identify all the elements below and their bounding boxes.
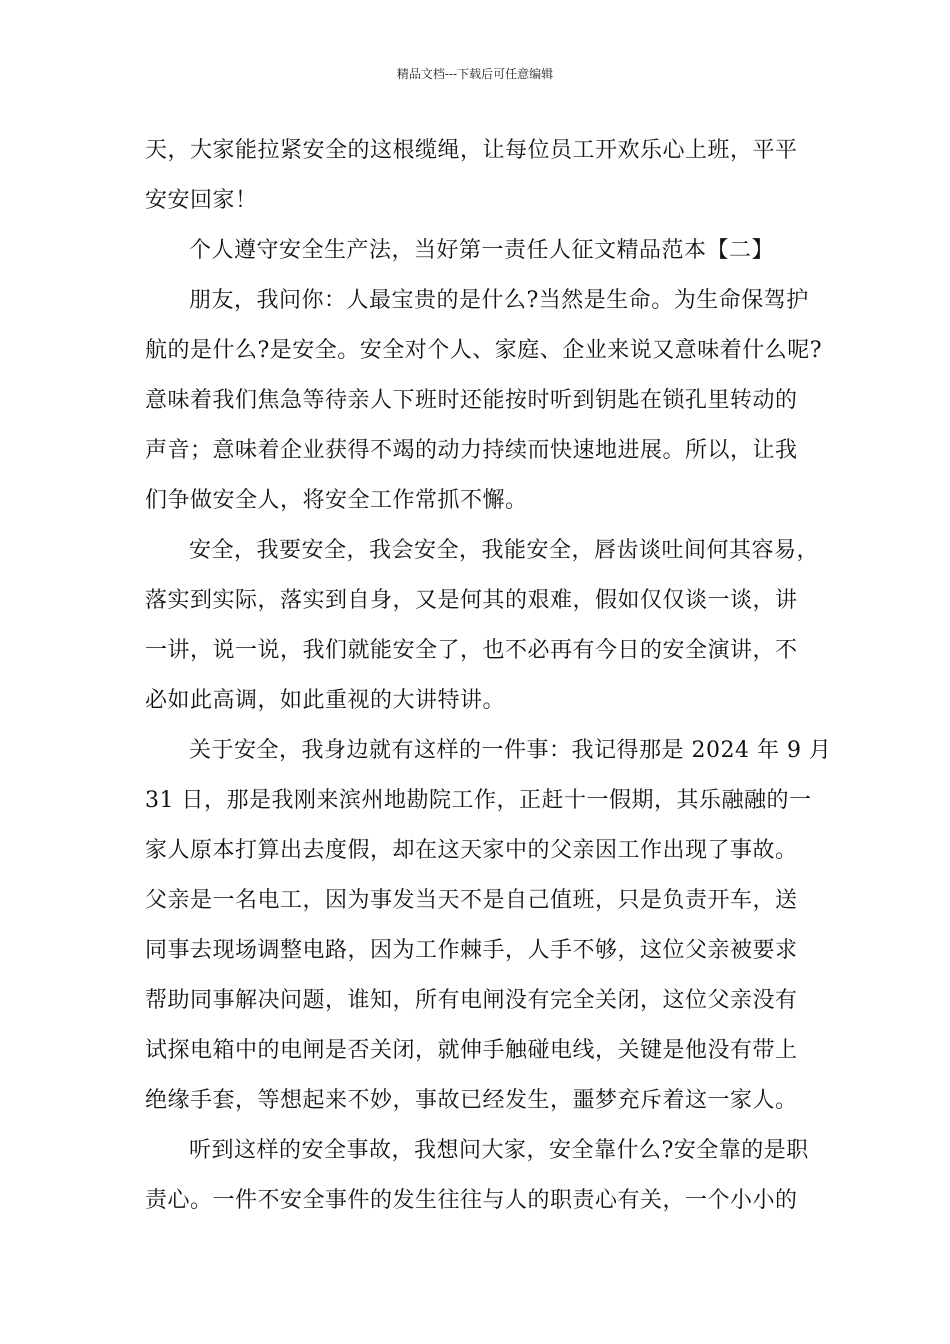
- text-line: 31 日，那是我刚来滨州地勘院工作，正赶十一假期，其乐融融的一: [145, 788, 812, 813]
- text-line: 家人原本打算出去度假，却在这天家中的父亲因工作出现了事故。: [145, 838, 798, 863]
- text-line: 试探电箱中的电闸是否关闭，就伸手触碰电线，关键是他没有带上: [145, 1038, 798, 1063]
- text-line: 航的是什么?是安全。安全对个人、家庭、企业来说又意味着什么呢?: [145, 338, 823, 363]
- text-line: 声音；意味着企业获得不竭的动力持续而快速地进展。所以，让我: [145, 438, 798, 463]
- text-line: 同事去现场调整电路，因为工作棘手，人手不够，这位父亲被要求: [145, 938, 798, 963]
- text-line: 责心。一件不安全事件的发生往往与人的职责心有关，一个小小的: [145, 1188, 798, 1213]
- document-body: [145, 126, 832, 1226]
- text-line: 帮助同事解决问题，谁知，所有电闸没有完全关闭，这位父亲没有: [145, 988, 798, 1013]
- text-line: 一讲，说一说，我们就能安全了，也不必再有今日的安全演讲，不: [145, 638, 798, 663]
- text-line: 天，大家能拉紧安全的这根缆绳，让每位员工开欢乐心上班，平平: [145, 138, 798, 163]
- text-line: 父亲是一名电工，因为事发当天不是自己值班，只是负责开车，送: [145, 888, 798, 913]
- text-line: 绝缘手套，等想起来不妙，事故已经发生，噩梦充斥着这一家人。: [145, 1088, 798, 1113]
- text-line: 必如此高调，如此重视的大讲特讲。: [145, 688, 506, 713]
- text-line: 落实到实际，落实到自身，又是何其的艰难，假如仅仅谈一谈，讲: [145, 588, 798, 613]
- text-line: 关于安全，我身边就有这样的一件事：我记得那是 2024 年 9 月: [189, 738, 832, 763]
- text-line: 朋友，我问你：人最宝贵的是什么?当然是生命。为生命保驾护: [189, 288, 809, 313]
- text-line: 意味着我们焦急等待亲人下班时还能按时听到钥匙在锁孔里转动的: [145, 388, 798, 413]
- section-title: 个人遵守安全生产法，当好第一责任人征文精品范本【二】: [189, 238, 775, 263]
- text-line: 安安回家！: [145, 188, 258, 213]
- page-header: 精品文档---下载后可任意编辑: [396, 67, 554, 81]
- text-line: 安全，我要安全，我会安全，我能安全，唇齿谈吐间何其容易，: [189, 538, 820, 563]
- text-line: 们争做安全人，将安全工作常抓不懈。: [145, 488, 528, 513]
- text-line: 听到这样的安全事故，我想问大家，安全靠什么?安全靠的是职: [189, 1138, 809, 1163]
